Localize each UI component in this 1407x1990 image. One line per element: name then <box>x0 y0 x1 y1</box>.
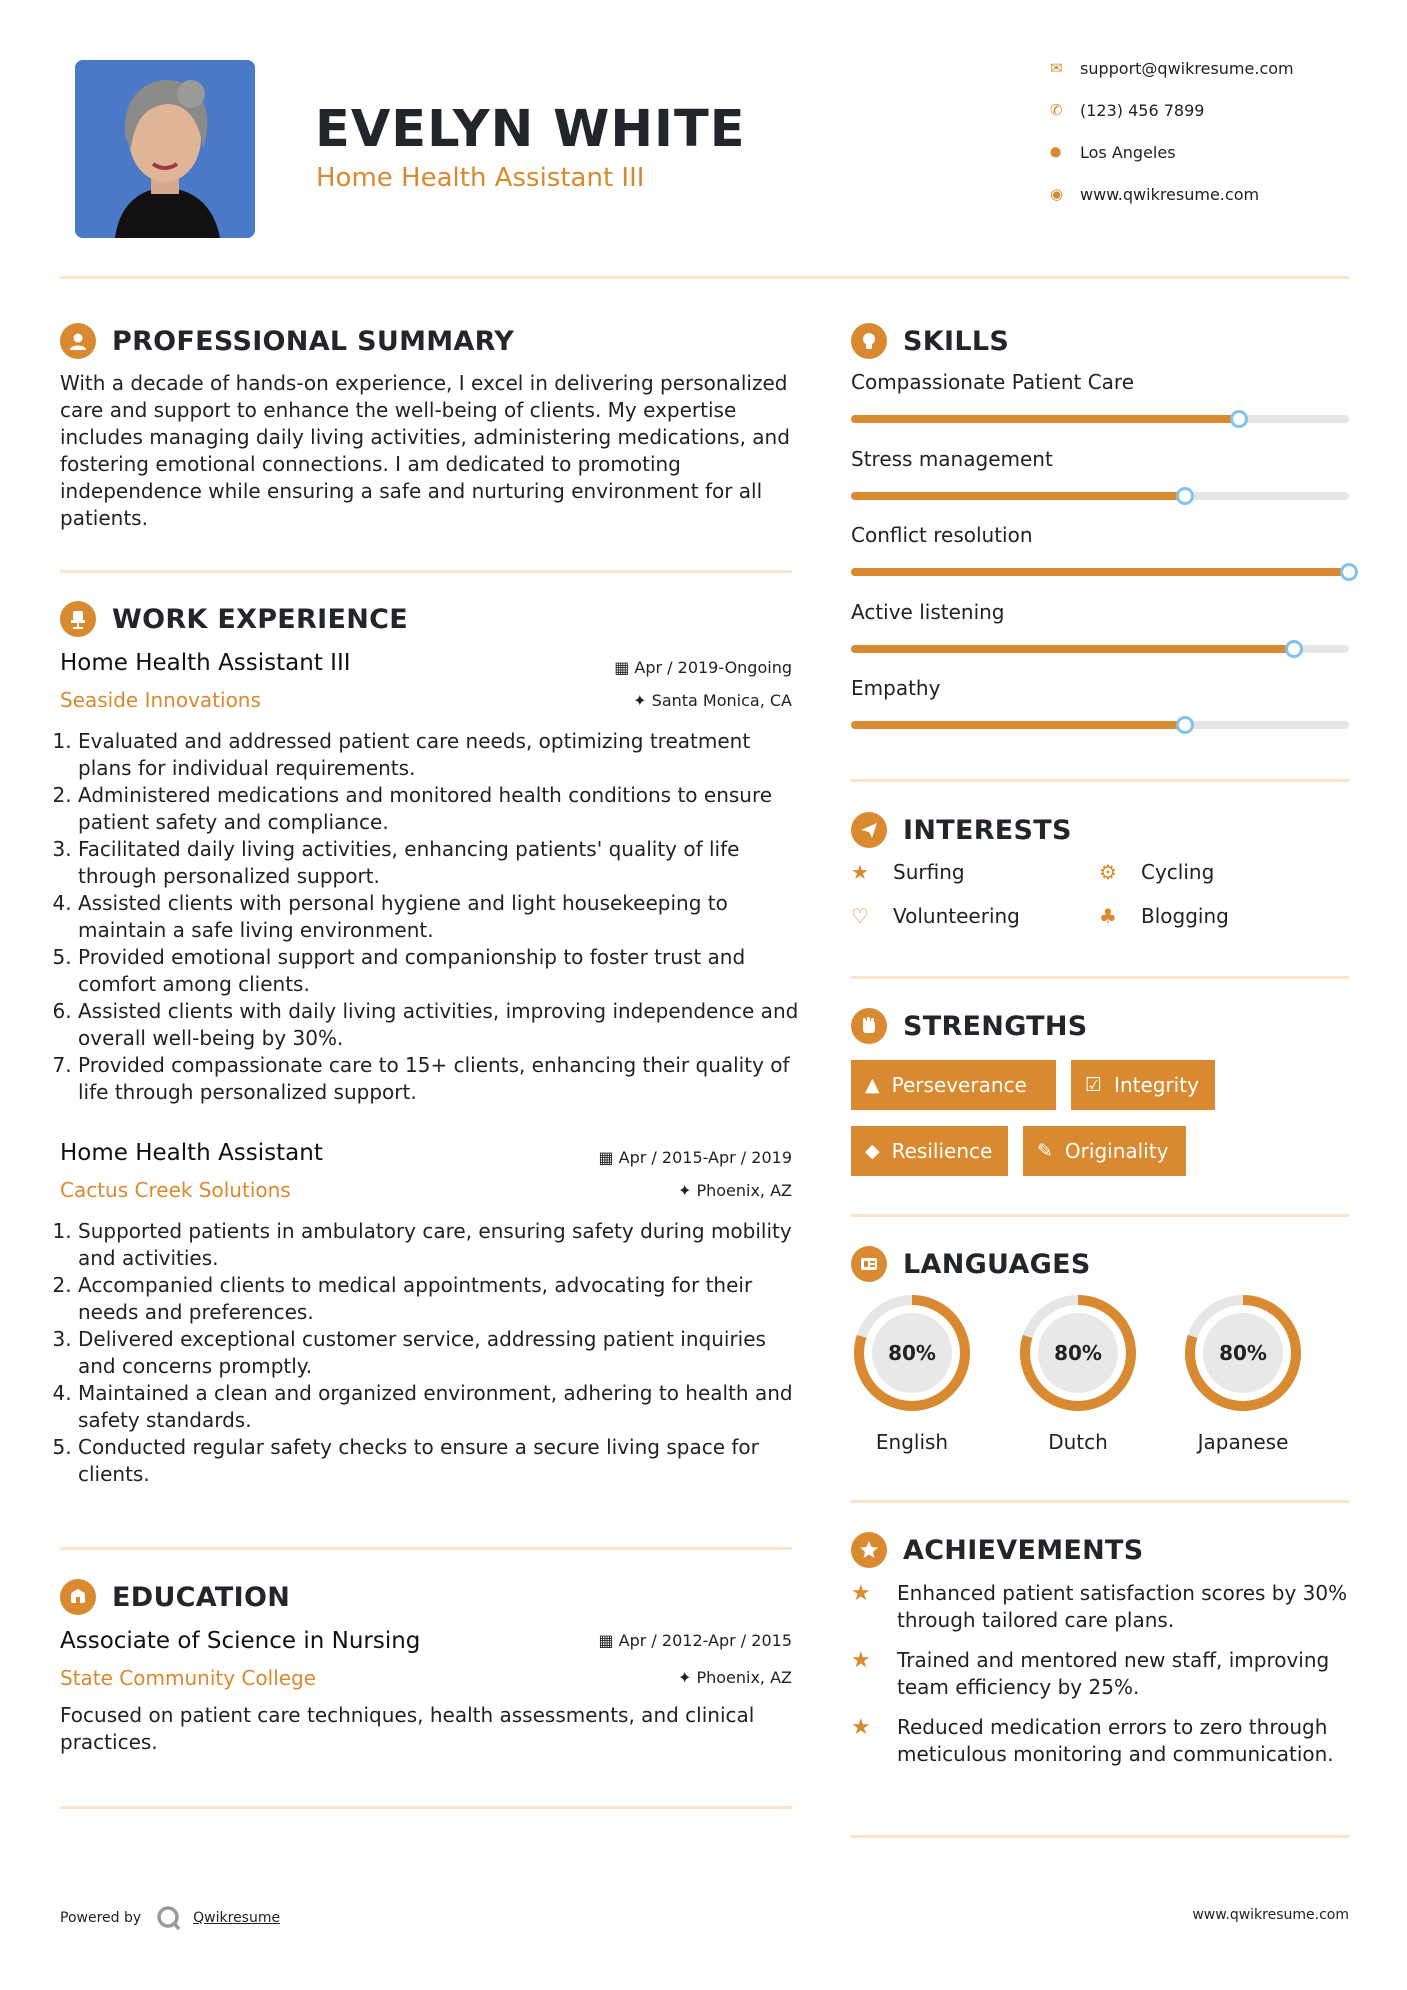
header-divider <box>60 276 1349 279</box>
strength-originality <box>1023 1126 1186 1176</box>
strength-integrity <box>1071 1060 1215 1110</box>
skill-bar-knob <box>1176 487 1194 505</box>
education-title: EDUCATION <box>112 1581 291 1613</box>
skill-bar-fill <box>851 568 1349 576</box>
skill-bar-fill <box>851 415 1239 423</box>
contact-location <box>1050 140 1176 164</box>
list-item: 5. Provided emotional support and companionship to foster trust and comfort among clients. <box>78 944 800 998</box>
pushpin-icon: ✦ <box>633 691 652 710</box>
paper-plane-icon <box>851 812 887 848</box>
skill-bar <box>851 721 1349 729</box>
contact-website-text: www.qwikresume.com <box>1080 184 1260 204</box>
star-icon: ★ <box>851 1715 871 1740</box>
footer-powered <box>60 1904 280 1932</box>
skills-divider <box>851 779 1349 782</box>
education-text: Focused on patient care techniques, health assessments, and clinical practices. <box>60 1703 755 1754</box>
star-icon: ★ <box>851 1581 871 1606</box>
strength-perseverance <box>851 1060 1056 1110</box>
education-location-text: Phoenix, AZ <box>696 1668 792 1687</box>
list-item: 4. Maintained a clean and organized environment, adhering to health and safety standards. <box>78 1380 800 1434</box>
summary-text: With a decade of hands-on experience, I excel in delivering personalized care and support to enhance the well-being of clients. My expertise includes managing daily living activities, administering medications, and fostering emotional connections. I am dedicated to promoting independence while ensuring a safe and nurturing environment for all patients. <box>60 371 790 530</box>
job-1-company: Seaside Innovations <box>60 688 261 712</box>
contact-block <box>1050 56 1350 206</box>
job-2-company: Cactus Creek Solutions <box>60 1178 291 1202</box>
contact-phone-text: (123) 456 7899 <box>1080 100 1205 120</box>
strength-label: Perseverance <box>891 1073 1027 1097</box>
education-date <box>540 1631 792 1650</box>
strength-label: Originality <box>1064 1139 1169 1163</box>
skill-bar-fill <box>851 645 1294 653</box>
list-item: 2. Administered medications and monitored health conditions to ensure patient safety and compliance. <box>78 782 800 836</box>
candidate-title: Home Health Assistant III <box>316 163 645 193</box>
job-1-date <box>540 658 792 677</box>
strength-resilience <box>851 1126 1008 1176</box>
list-item: 5. Conducted regular safety checks to ensure a secure living space for clients. <box>78 1434 800 1488</box>
skill-bar <box>851 415 1349 423</box>
job-2-date <box>540 1148 792 1167</box>
job-1-duties <box>60 728 800 1106</box>
achievement-item <box>851 1714 1351 1768</box>
work-heading <box>60 601 408 637</box>
skill-bar <box>851 568 1349 576</box>
contact-location-text: Los Angeles <box>1080 142 1176 162</box>
strengths-heading <box>851 1008 1088 1044</box>
location-pin-icon: ⬤ <box>1050 146 1062 158</box>
phone-icon: ✆ <box>1050 101 1063 119</box>
skills-title: SKILLS <box>903 325 1010 357</box>
skill-label: Active listening <box>851 599 1005 624</box>
pushpin-icon: ✦ <box>677 1181 697 1200</box>
achievement-text: Trained and mentored new staff, improving team efficiency by 25%. <box>897 1648 1330 1699</box>
list-item: 4. Assisted clients with personal hygiene and light housekeeping to maintain a safe living environment. <box>78 890 800 944</box>
list-item: 2. Accompanied clients to medical appointments, advocating for their needs and preferences. <box>78 1272 800 1326</box>
job-1-date-text: Apr / 2019-Ongoing <box>634 658 792 677</box>
achievements-title: ACHIEVEMENTS <box>903 1534 1144 1566</box>
lightbulb-icon <box>851 323 887 359</box>
language-card-icon <box>851 1246 887 1282</box>
star-icon: ★ <box>851 860 869 884</box>
language-label: English <box>875 1430 949 1454</box>
check-square-icon: ☑ <box>1085 1074 1103 1096</box>
skill-bar-fill <box>851 721 1185 729</box>
job-2-duties <box>60 1218 800 1488</box>
pushpin-icon: ✦ <box>677 1668 697 1687</box>
achievements-heading <box>851 1532 1144 1568</box>
degree-title: Associate of Science in Nursing <box>60 1628 421 1654</box>
interests-title: INTERESTS <box>903 814 1072 846</box>
language-percent: 80% <box>1054 1341 1102 1365</box>
job-2-location-text: Phoenix, AZ <box>696 1181 792 1200</box>
star-badge-icon <box>851 1532 887 1568</box>
list-item: 3. Facilitated daily living activities, enhancing patients' quality of life through personalized support. <box>78 836 800 890</box>
users-icon: ♣ <box>1099 904 1117 928</box>
profile-photo <box>75 60 255 238</box>
strengths-title: STRENGTHS <box>903 1010 1088 1042</box>
contact-email-text: support@qwikresume.com <box>1080 58 1294 78</box>
shield-icon: ◆ <box>865 1140 880 1162</box>
job-1-title: Home Health Assistant III <box>60 650 351 676</box>
language-ring <box>1017 1292 1139 1414</box>
interest-label: Volunteering <box>893 904 1020 928</box>
language-english <box>851 1292 973 1454</box>
skill-label: Compassionate Patient Care <box>851 370 1135 394</box>
school-name: State Community College <box>60 1666 317 1690</box>
skill-bar-knob <box>1230 410 1248 428</box>
interest-surfing <box>851 860 965 884</box>
pencil-icon: ✎ <box>1037 1140 1053 1162</box>
interest-volunteering <box>851 904 1020 928</box>
languages-heading <box>851 1246 1091 1282</box>
powered-by-text: Powered by <box>60 1910 142 1926</box>
languages-title: LANGUAGES <box>903 1248 1091 1280</box>
language-ring <box>1182 1292 1304 1414</box>
bicycle-icon: ⚙ <box>1099 860 1117 884</box>
candidate-name: EVELYN WHITE <box>315 100 746 159</box>
skill-bar-knob <box>1176 716 1194 734</box>
education-location <box>540 1668 792 1687</box>
list-item: 6. Assisted clients with daily living activities, improving independence and overall well-being by 30%. <box>78 998 800 1052</box>
strengths-divider <box>851 1214 1349 1217</box>
interest-blogging <box>1099 904 1229 928</box>
chair-icon <box>60 601 96 637</box>
education-divider <box>60 1806 792 1809</box>
skill-label: Stress management <box>851 446 1053 471</box>
handshake-icon: ♡ <box>851 904 869 928</box>
envelope-icon: ✉ <box>1050 59 1063 77</box>
globe-icon: ◉ <box>1050 185 1064 203</box>
strength-label: Resilience <box>891 1139 993 1163</box>
work-divider <box>60 1547 792 1550</box>
language-label: Japanese <box>1197 1430 1289 1454</box>
contact-phone[interactable] <box>1050 98 1204 122</box>
interest-label: Surfing <box>893 860 965 884</box>
language-percent: 80% <box>888 1341 936 1365</box>
achievement-item <box>851 1580 1351 1634</box>
fist-icon <box>851 1008 887 1044</box>
summary-heading <box>60 323 514 359</box>
job-2-title: Home Health Assistant <box>60 1140 323 1166</box>
graduation-icon <box>60 1579 96 1615</box>
skill-bar <box>851 492 1349 500</box>
interest-label: Blogging <box>1141 904 1229 928</box>
summary-title: PROFESSIONAL SUMMARY <box>112 325 515 357</box>
achievement-text: Enhanced patient satisfaction scores by 30% through tailored care plans. <box>897 1581 1348 1632</box>
education-heading <box>60 1579 290 1615</box>
language-percent: 80% <box>1219 1341 1267 1365</box>
language-ring <box>851 1292 973 1414</box>
list-item: 1. Supported patients in ambulatory care, ensuring safety during mobility and activities. <box>78 1218 800 1272</box>
interests-heading <box>851 812 1072 848</box>
interest-cycling <box>1099 860 1214 884</box>
calendar-icon: ▦ <box>598 1631 619 1650</box>
achievements-divider <box>851 1835 1349 1838</box>
list-item: 1. Evaluated and addressed patient care needs, optimizing treatment plans for individual requirements. <box>78 728 800 782</box>
footer-website[interactable]: www.qwikresume.com <box>1192 1907 1349 1923</box>
skill-bar-fill <box>851 492 1185 500</box>
job-2-location <box>540 1181 792 1200</box>
brand-link[interactable]: Qwikresume <box>193 1910 281 1926</box>
achievement-text: Reduced medication errors to zero through meticulous monitoring and communication. <box>897 1715 1334 1766</box>
language-japanese <box>1182 1292 1304 1454</box>
job-1-location-text: Santa Monica, CA <box>651 691 792 710</box>
interest-label: Cycling <box>1141 860 1215 884</box>
road-icon: ▲ <box>865 1074 880 1096</box>
job-1-location <box>540 691 792 710</box>
interests-divider <box>851 976 1349 979</box>
skills-heading <box>851 323 1009 359</box>
education-date-text: Apr / 2012-Apr / 2015 <box>618 1631 792 1650</box>
summary-divider <box>60 570 792 573</box>
calendar-icon: ▦ <box>598 1148 619 1167</box>
skill-bar-knob <box>1285 640 1303 658</box>
strength-label: Integrity <box>1114 1073 1199 1097</box>
calendar-icon: ▦ <box>614 658 635 677</box>
star-icon: ★ <box>851 1648 871 1673</box>
contact-website[interactable] <box>1050 182 1259 206</box>
user-icon <box>60 323 96 359</box>
job-2-date-text: Apr / 2015-Apr / 2019 <box>618 1148 792 1167</box>
languages-divider <box>851 1500 1349 1503</box>
contact-email[interactable] <box>1050 56 1294 80</box>
skill-label: Empathy <box>851 676 941 700</box>
language-dutch <box>1017 1292 1139 1454</box>
list-item: 7. Provided compassionate care to 15+ clients, enhancing their quality of life through personalized support. <box>78 1052 800 1106</box>
qwikresume-logo-icon <box>155 1904 183 1932</box>
language-label: Dutch <box>1048 1430 1108 1454</box>
achievement-item <box>851 1647 1351 1701</box>
list-item: 3. Delivered exceptional customer service, addressing patient inquiries and concerns promptly. <box>78 1326 800 1380</box>
skill-bar-knob <box>1340 563 1358 581</box>
work-title: WORK EXPERIENCE <box>112 603 408 635</box>
skill-bar <box>851 645 1349 653</box>
skill-label: Conflict resolution <box>851 523 1033 547</box>
